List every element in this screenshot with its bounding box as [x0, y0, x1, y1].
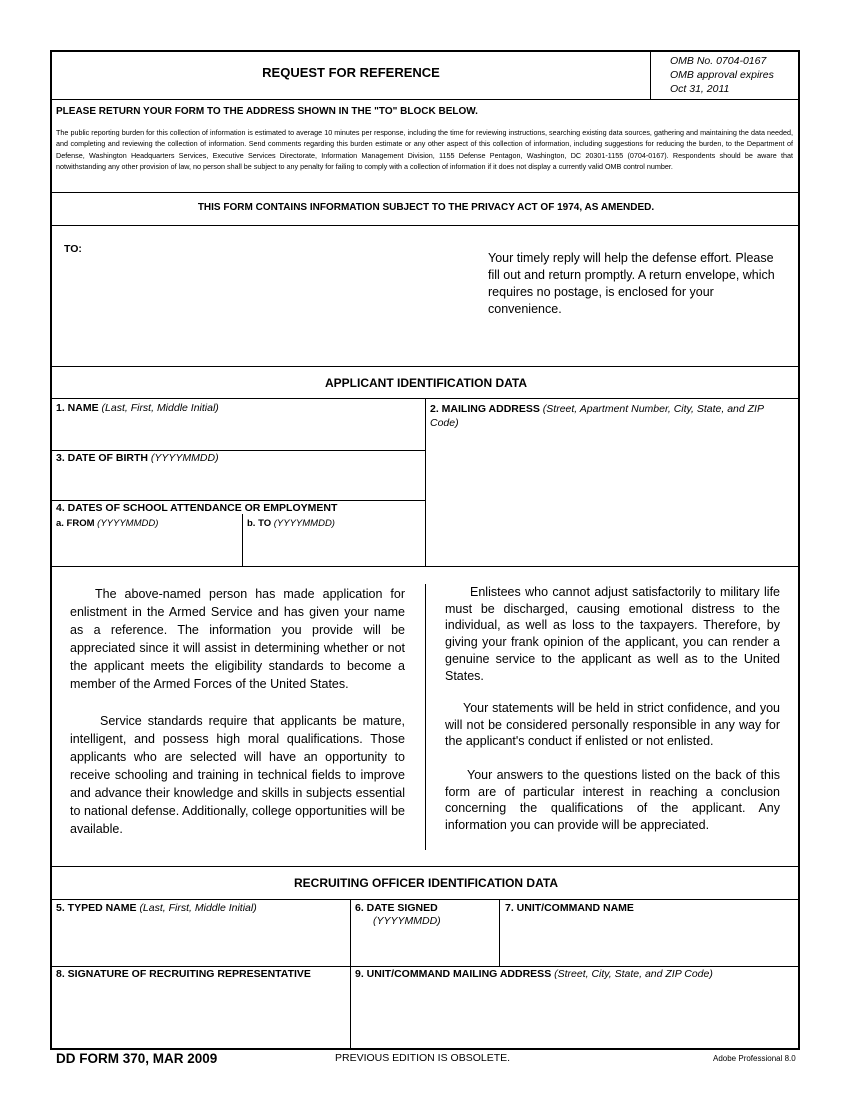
header-rule [50, 99, 800, 100]
letter-right-p2: Your statements will be held in strict confidence, and you will not be considered personally responsible in any way for the applicant's conduct if enlisted or not enlisted. [445, 701, 780, 749]
dob-rule [50, 500, 425, 501]
letter-bottom-rule [50, 866, 800, 867]
recruiter-section-title: RECRUITING OFFICER IDENTIFICATION DATA [294, 876, 558, 890]
privacy-notice: THIS FORM CONTAINS INFORMATION SUBJECT TO THE PRIVACY ACT OF 1974, AS AMENDED. [197, 202, 655, 213]
to-date-label: b. TO (YYYYMMDD) [247, 518, 335, 529]
to-label: TO: [64, 243, 82, 255]
reply-message: Your timely reply will help the defense effort. Please fill out and return promptly. A return envelope, which requires no postage, is enclosed for your convenience. [488, 251, 775, 316]
omb-number: OMB No. 0704-0167 [670, 55, 767, 67]
omb-block [670, 54, 774, 96]
from-date-field[interactable] [56, 534, 236, 562]
unit-name-field[interactable] [505, 918, 795, 962]
unit-name-label: 7. UNIT/COMMAND NAME [505, 902, 634, 914]
return-notice: PLEASE RETURN YOUR FORM TO THE ADDRESS SHOWN IN THE "TO" BLOCK BELOW. [56, 106, 478, 117]
privacy-rule [50, 225, 800, 226]
form-title: REQUEST FOR REFERENCE [262, 65, 440, 80]
recruiter-title-rule [50, 899, 800, 900]
burden-rule [50, 192, 800, 193]
date-signed-hint: (YYYYMMDD) [373, 915, 441, 927]
omb-approval: OMB approval expires [670, 69, 774, 81]
to-address-field[interactable] [64, 258, 464, 358]
letter-right-p3: Your answers to the questions listed on the back of this form are of particular interest in reaching a conclusion concerning the qualifications of the applicant. Any information you can provide will be appreciated. [445, 768, 780, 833]
unit-address-field[interactable] [355, 984, 795, 1044]
applicant-section-title: APPLICANT IDENTIFICATION DATA [325, 376, 527, 390]
software-note: Adobe Professional 8.0 [713, 1054, 796, 1063]
letter-divider [425, 584, 426, 850]
to-rule [50, 366, 800, 367]
signature-label: 8. SIGNATURE OF RECRUITING REPRESENTATIVE [56, 968, 311, 980]
from-to-divider [242, 514, 243, 566]
letter-left-p1: The above-named person has made application for enlistment in the Armed Service and has given your name as a reference. The information you provide will be appreciated since it will assist in determining whether or not the applicant meets the eligibility standards to become a member of the Armed Forces of the United States. [70, 587, 405, 691]
applicant-name-field[interactable] [56, 418, 421, 448]
date-signed-field[interactable] [355, 930, 495, 962]
date-signed-label: 6. DATE SIGNED [355, 902, 438, 914]
recruiter-mid-rule [50, 966, 800, 967]
to-date-field[interactable] [247, 534, 422, 562]
mailing-address-label: 2. MAILING ADDRESS (Street, Apartment Number, City, State, and ZIP Code) [430, 403, 764, 429]
header-divider [650, 50, 651, 100]
unit-address-label: 9. UNIT/COMMAND MAILING ADDRESS (Street, City, State, and ZIP Code) [355, 968, 713, 980]
name-label: 1. NAME (Last, First, Middle Initial) [56, 402, 219, 414]
applicant-bottom-rule [50, 566, 800, 567]
recruiter-divider-a [350, 899, 351, 1049]
dob-field[interactable] [56, 468, 421, 498]
form-id: DD FORM 370, MAR 2009 [56, 1051, 218, 1066]
dob-label: 3. DATE OF BIRTH (YYYYMMDD) [56, 452, 219, 464]
dates-label: 4. DATES OF SCHOOL ATTENDANCE OR EMPLOYMENT [56, 502, 338, 514]
burden-statement: The public reporting burden for this collection of information is estimated to average 10 minutes per response, including the time for reviewing instructions, searching existing data sources, gathering and maintaining the data needed, and completing and reviewing the collection of information. Send comments regarding this burden estimate or any other aspect of this collection of information, including suggestions for reducing the burden, to the Department of Defense, Washington Headquarters Services, Executive Services Directorate, Information Management Division, 1155 Defense Pentagon, Washington, DC 20301-1155 (0704-0167). Respondents should be aware that notwithstanding any other provision of law, no person shall be subject to any penalty for failing to comply with a collection of information if it does not display a currently valid OMB control number. [56, 128, 793, 171]
name-rule [50, 450, 425, 451]
letter-right-p1: Enlistees who cannot adjust satisfactorily to military life must be discharged, causing emotional distress to the individual, as well as loss to the taxpayers. Therefore, by giving your frank opinion of the applicant, you can render a genuine service to the applicant as well as to the United States. [445, 585, 780, 683]
from-label: a. FROM (YYYYMMDD) [56, 518, 159, 529]
typed-name-field[interactable] [56, 918, 346, 962]
typed-name-label: 5. TYPED NAME (Last, First, Middle Initial) [56, 902, 257, 914]
mailing-address-field[interactable] [430, 432, 795, 562]
signature-field[interactable] [56, 984, 346, 1044]
omb-expiry: Oct 31, 2011 [670, 83, 730, 95]
obsolete-notice: PREVIOUS EDITION IS OBSOLETE. [335, 1052, 511, 1064]
applicant-divider [425, 398, 426, 566]
letter-left-p2: Service standards require that applicants be mature, intelligent, and possess high moral qualifications. Those applicants who are selected will have an opportunity to receive schooling and training in technical fields to improve and advance their knowledge and skills in subjects essential to national defense. Additionally, college opportunities will be available. [70, 714, 405, 836]
recruiter-divider-b [499, 899, 500, 966]
